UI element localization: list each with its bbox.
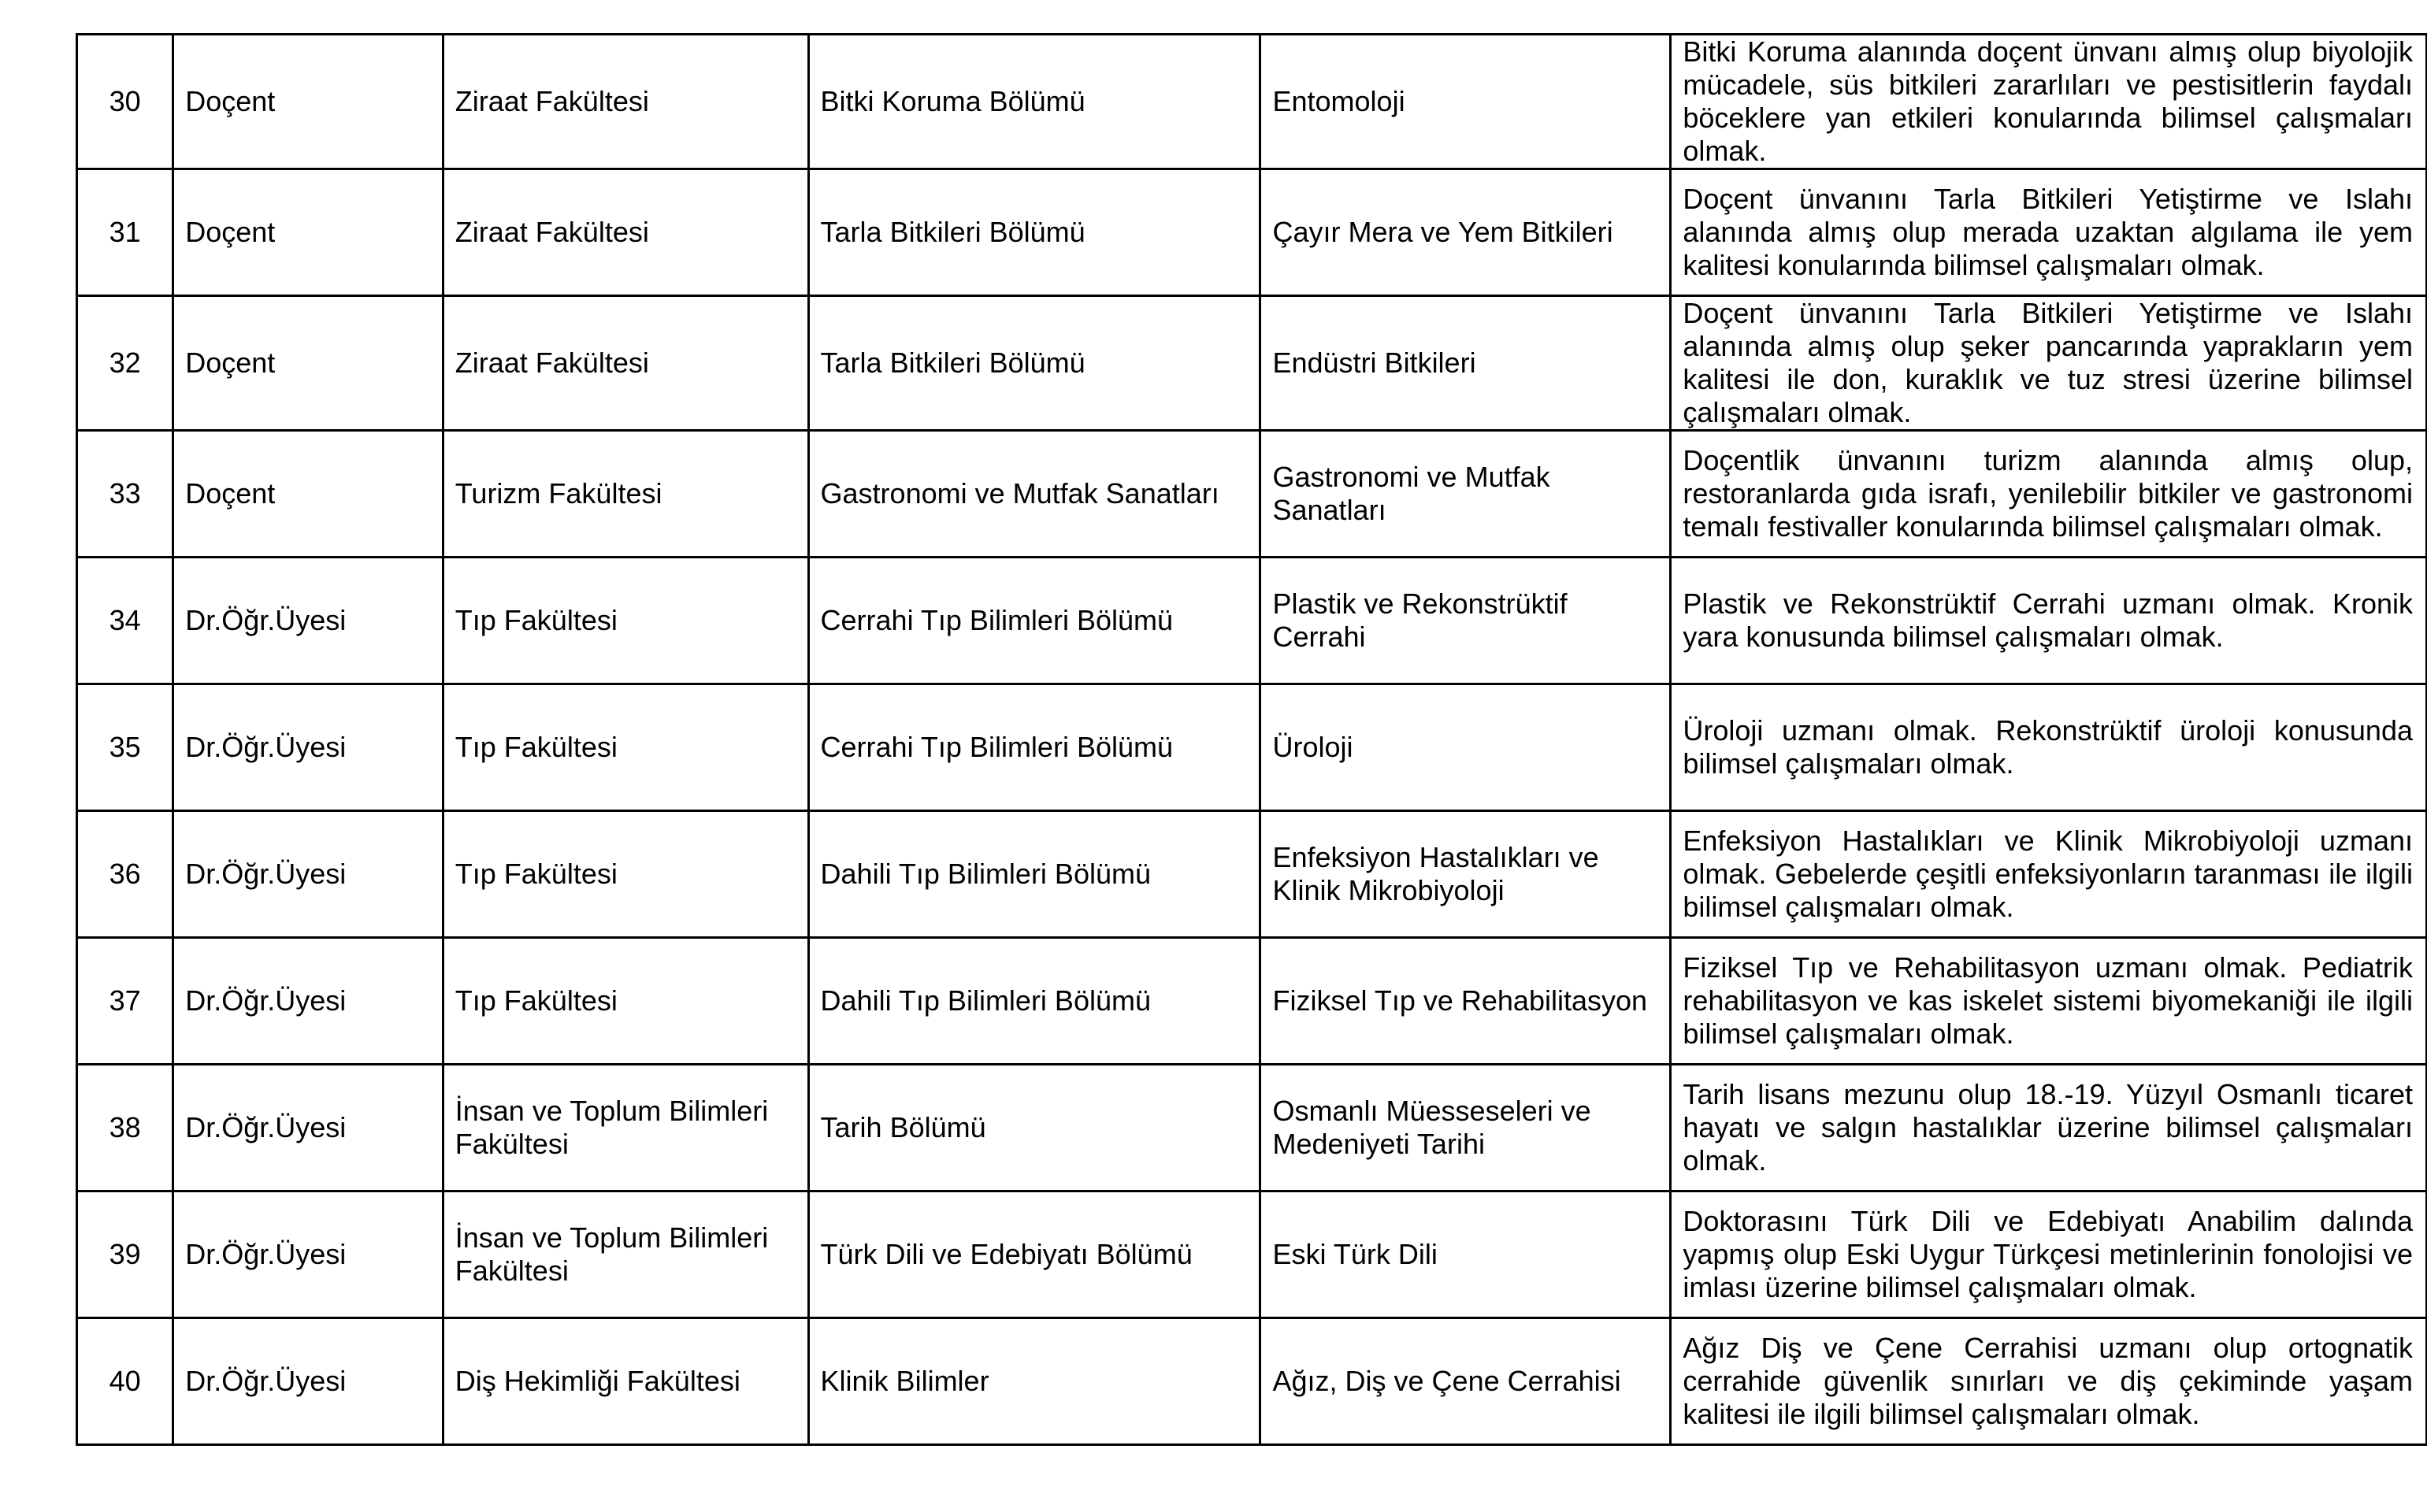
faculty-name: Turizm Fakültesi — [443, 431, 808, 558]
field-name: Gastronomi ve Mutfak Sanatları — [1260, 431, 1671, 558]
faculty-name: Ziraat Fakültesi — [443, 35, 808, 169]
row-number: 31 — [77, 169, 173, 296]
row-number: 36 — [77, 811, 173, 938]
academic-title: Doçent — [173, 431, 443, 558]
table-row — [77, 811, 2427, 938]
field-name: Endüstri Bitkileri — [1260, 296, 1671, 431]
row-number: 34 — [77, 558, 173, 684]
department-name: Dahili Tıp Bilimleri Bölümü — [808, 938, 1260, 1065]
row-number: 39 — [77, 1191, 173, 1318]
department-name: Cerrahi Tıp Bilimleri Bölümü — [808, 684, 1260, 811]
table-row — [77, 558, 2427, 684]
requirement-text: Plastik ve Rekonstrüktif Cerrahi uzmanı olmak. Kronik yara konusunda bilimsel çalışmaları olmak. — [1671, 558, 2427, 684]
table-row — [77, 431, 2427, 558]
table-row — [77, 1318, 2427, 1445]
row-number: 37 — [77, 938, 173, 1065]
requirement-text: Fiziksel Tıp ve Rehabilitasyon uzmanı olmak. Pediatrik rehabilitasyon ve kas iskelet sistemi biyomekaniği ile ilgili bilimsel çalışmaları olmak. — [1671, 938, 2427, 1065]
faculty-name: Ziraat Fakültesi — [443, 169, 808, 296]
requirement-text: Doktorasını Türk Dili ve Edebiyatı Anabilim dalında yapmış olup Eski Uygur Türkçesi metinlerinin fonolojisi ve imlası üzerine bilimsel çalışmaları olmak. — [1671, 1191, 2427, 1318]
row-number: 38 — [77, 1065, 173, 1191]
faculty-name: Tıp Fakültesi — [443, 811, 808, 938]
row-number: 35 — [77, 684, 173, 811]
faculty-name: Tıp Fakültesi — [443, 558, 808, 684]
field-name: Fiziksel Tıp ve Rehabilitasyon — [1260, 938, 1671, 1065]
faculty-name: İnsan ve Toplum Bilimleri Fakültesi — [443, 1191, 808, 1318]
field-name: Plastik ve Rekonstrüktif Cerrahi — [1260, 558, 1671, 684]
faculty-name: İnsan ve Toplum Bilimleri Fakültesi — [443, 1065, 808, 1191]
department-name: Gastronomi ve Mutfak Sanatları — [808, 431, 1260, 558]
table-row — [77, 169, 2427, 296]
department-name: Tarih Bölümü — [808, 1065, 1260, 1191]
field-name: Üroloji — [1260, 684, 1671, 811]
academic-title: Dr.Öğr.Üyesi — [173, 684, 443, 811]
academic-title: Dr.Öğr.Üyesi — [173, 811, 443, 938]
requirement-text: Doçent ünvanını Tarla Bitkileri Yetiştirme ve Islahı alanında almış olup merada uzaktan algılama ile yem kalitesi konularında bilimsel çalışmaları olmak. — [1671, 169, 2427, 296]
row-number: 32 — [77, 296, 173, 431]
field-name: Osmanlı Müesseseleri ve Medeniyeti Tarihi — [1260, 1065, 1671, 1191]
faculty-name: Ziraat Fakültesi — [443, 296, 808, 431]
requirement-text: Tarih lisans mezunu olup 18.-19. Yüzyıl Osmanlı ticaret hayatı ve salgın hastalıklar üzerine bilimsel çalışmaları olmak. — [1671, 1065, 2427, 1191]
requirement-text: Enfeksiyon Hastalıkları ve Klinik Mikrobiyoloji uzmanı olmak. Gebelerde çeşitli enfeksiyonların taranması ile ilgili bilimsel çalışmaları olmak. — [1671, 811, 2427, 938]
row-number: 40 — [77, 1318, 173, 1445]
department-name: Klinik Bilimler — [808, 1318, 1260, 1445]
field-name: Eski Türk Dili — [1260, 1191, 1671, 1318]
faculty-name: Tıp Fakültesi — [443, 684, 808, 811]
department-name: Dahili Tıp Bilimleri Bölümü — [808, 811, 1260, 938]
academic-title: Dr.Öğr.Üyesi — [173, 1318, 443, 1445]
row-number: 30 — [77, 35, 173, 169]
department-name: Bitki Koruma Bölümü — [808, 35, 1260, 169]
requirement-text: Bitki Koruma alanında doçent ünvanı almış olup biyolojik mücadele, süs bitkileri zararlıları ve pestisitlerin faydalı böceklere yan etkileri konularında bilimsel çalışmaları olmak. — [1671, 35, 2427, 169]
table-row — [77, 296, 2427, 431]
table-row — [77, 35, 2427, 169]
field-name: Enfeksiyon Hastalıkları ve Klinik Mikrobiyoloji — [1260, 811, 1671, 938]
academic-title: Dr.Öğr.Üyesi — [173, 558, 443, 684]
table-row — [77, 1065, 2427, 1191]
academic-title: Dr.Öğr.Üyesi — [173, 1191, 443, 1318]
field-name: Entomoloji — [1260, 35, 1671, 169]
department-name: Türk Dili ve Edebiyatı Bölümü — [808, 1191, 1260, 1318]
academic-title: Doçent — [173, 169, 443, 296]
position-listing-table — [76, 33, 2427, 1446]
table-row — [77, 1191, 2427, 1318]
row-number: 33 — [77, 431, 173, 558]
field-name: Çayır Mera ve Yem Bitkileri — [1260, 169, 1671, 296]
table-row — [77, 938, 2427, 1065]
academic-title: Doçent — [173, 35, 443, 169]
academic-title: Doçent — [173, 296, 443, 431]
requirement-text: Üroloji uzmanı olmak. Rekonstrüktif üroloji konusunda bilimsel çalışmaları olmak. — [1671, 684, 2427, 811]
faculty-name: Diş Hekimliği Fakültesi — [443, 1318, 808, 1445]
academic-title: Dr.Öğr.Üyesi — [173, 938, 443, 1065]
department-name: Tarla Bitkileri Bölümü — [808, 169, 1260, 296]
requirement-text: Doçent ünvanını Tarla Bitkileri Yetiştirme ve Islahı alanında almış olup şeker pancarında yaprakların yem kalitesi ile don, kuraklık ve tuz stresi üzerine bilimsel çalışmaları olmak. — [1671, 296, 2427, 431]
department-name: Cerrahi Tıp Bilimleri Bölümü — [808, 558, 1260, 684]
table-row — [77, 684, 2427, 811]
faculty-name: Tıp Fakültesi — [443, 938, 808, 1065]
requirement-text: Doçentlik ünvanını turizm alanında almış olup, restoranlarda gıda israfı, yenilebilir bitkiler ve gastronomi temalı festivaller konularında bilimsel çalışmaları olmak. — [1671, 431, 2427, 558]
academic-title: Dr.Öğr.Üyesi — [173, 1065, 443, 1191]
field-name: Ağız, Diş ve Çene Cerrahisi — [1260, 1318, 1671, 1445]
department-name: Tarla Bitkileri Bölümü — [808, 296, 1260, 431]
requirement-text: Ağız Diş ve Çene Cerrahisi uzmanı olup ortognatik cerrahide güvenlik sınırları ve diş çekiminde yaşam kalitesi ile ilgili bilimsel çalışmaları olmak. — [1671, 1318, 2427, 1445]
